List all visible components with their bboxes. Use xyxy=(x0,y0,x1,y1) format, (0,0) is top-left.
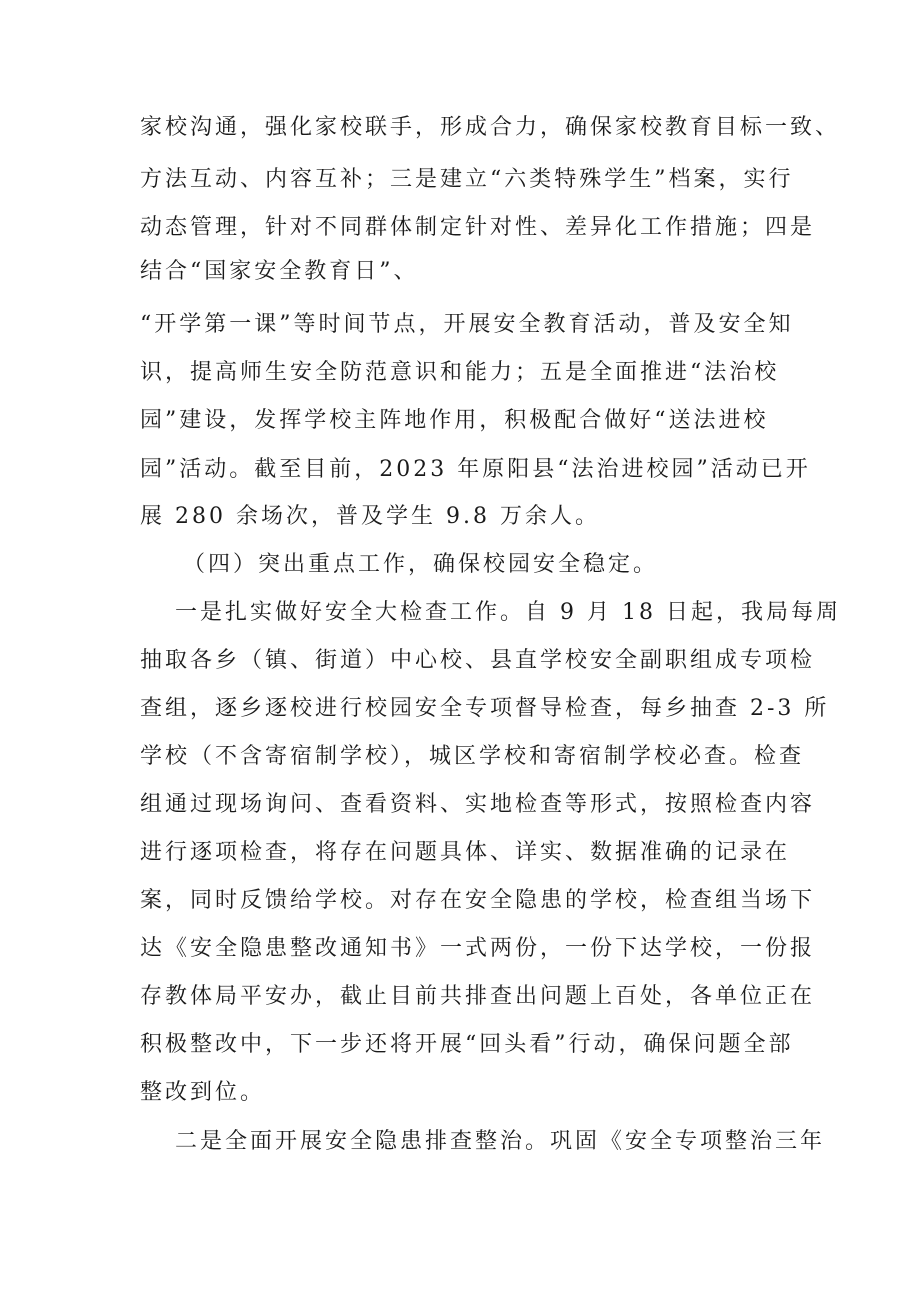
text-line: 组通过现场询问、查看资料、实地检查等形式，按照检查内容 xyxy=(140,792,816,817)
text-line: 展 280 余场次，普及学生 9.8 万余人。 xyxy=(140,504,600,529)
text-line: 积极整改中，下一步还将开展“回头看”行动，确保问题全部 xyxy=(140,1032,794,1057)
text-line: 整改到位。 xyxy=(140,1080,266,1105)
text-line: 动态管理，针对不同群体制定针对性、差异化工作措施；四是 xyxy=(140,215,816,240)
text-line: 园”活动。截至目前，2023 年原阳县“法治进校园”活动已开 xyxy=(140,457,811,482)
text-line: 家校沟通，强化家校联手，形成合力，确保家校教育目标一致、 xyxy=(140,115,841,140)
text-line: 结合“国家安全教育日”、 xyxy=(140,259,419,284)
text-line: 园”建设，发挥学校主阵地作用，积极配合做好“送法进校 xyxy=(140,408,769,433)
text-line: 二是全面开展安全隐患排查整治。巩固《安全专项整治三年 xyxy=(175,1129,826,1154)
text-line: 方法互动、内容互补；三是建立“六类特殊学生”档案，实行 xyxy=(140,167,794,192)
text-line: 识，提高师生安全防范意识和能力；五是全面推进“法治校 xyxy=(140,360,780,385)
text-line: 抽取各乡（镇、街道）中心校、县直学校安全副职组成专项检 xyxy=(140,648,816,673)
text-line: “开学第一课”等时间节点，开展安全教育活动，普及安全知 xyxy=(140,312,794,337)
text-line: 一是扎实做好安全大检查工作。自 9 月 18 日起，我局每周 xyxy=(175,600,841,625)
text-line: 存教体局平安办，截止目前共排查出问题上百处，各单位正在 xyxy=(140,984,816,1009)
text-line: 查组，逐乡逐校进行校园安全专项督导检查，每乡抽查 2-3 所 xyxy=(140,696,830,721)
text-line: 进行逐项检查，将存在问题具体、详实、数据准确的记录在 xyxy=(140,840,791,865)
text-line: 学校（不含寄宿制学校），城区学校和寄宿制学校必查。检查 xyxy=(140,744,805,769)
text-line: 达《安全隐患整改通知书》一式两份，一份下达学校，一份报 xyxy=(140,936,816,961)
text-line: 案，同时反馈给学校。对存在安全隐患的学校，检查组当场下 xyxy=(140,888,816,913)
section-heading: （四）突出重点工作，确保校园安全稳定。 xyxy=(183,552,659,577)
